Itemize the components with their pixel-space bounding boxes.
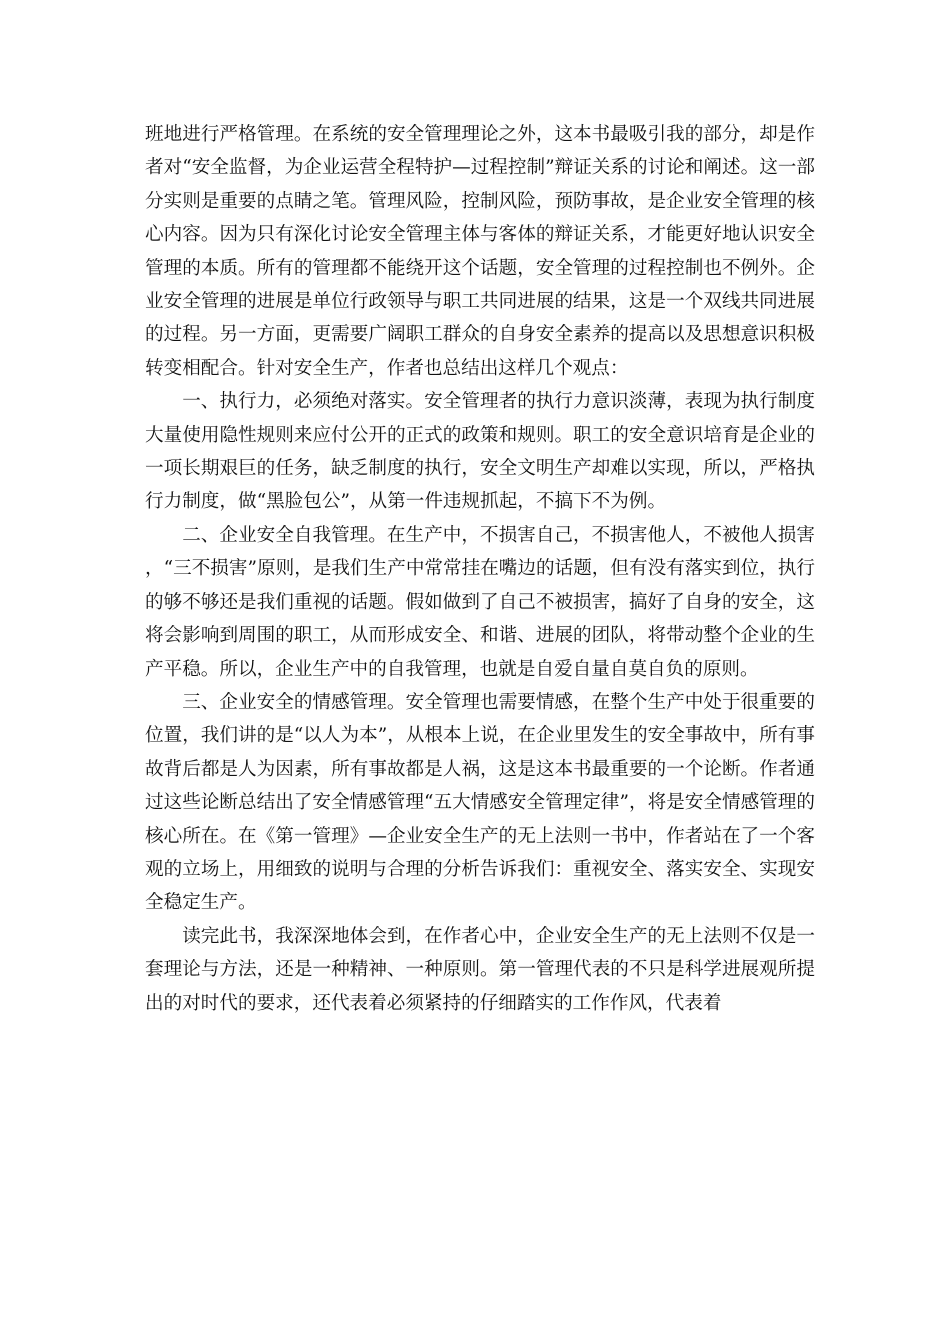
paragraph-execution: 一、执行力，必须绝对落实。安全管理者的执行力意识淡薄，表现为执行制度大量使用隐性规则来应付公开的正式的政策和规则。职工的安全意识培育是企业的一项长期艰巨的任务，缺乏制度的执行，安全文明生产却难以实现，所以，严格执行力制度，做“黑脸包公”，从第一件违规抓起，不搞下不为例。 — [145, 391, 815, 513]
paragraph-continuation: 班地进行严格管理。在系统的安全管理理论之外，这本书最吸引我的部分，却是作者对“安全监督，为企业运营全程特护—过程控制”辩证关系的讨论和阐述。这一部分实则是重要的点睛之笔。管理风险，控制风险，预防事故，是企业安全管理的核心内容。因为只有深化讨论安全管理主体与客体的辩证关系，才能更好地认识安全管理的本质。所有的管理都不能绕开这个话题，安全管理的过程控制也不例外。企业安全管理的进展是单位行政领导与职工共同进展的结果，这是一个双线共同进展的过程。另一方面，更需要广阔职工群众的自身安全素养的提高以及思想意识积极转变相配合。针对安全生产，作者也总结出这样几个观点： — [145, 124, 815, 379]
paragraph-self-management: 二、企业安全自我管理。在生产中，不损害自己，不损害他人，不被他人损害，“三不损害”原则，是我们生产中常常挂在嘴边的话题，但有没有落实到位，执行的够不够还是我们重视的话题。假如做到了自己不被损害，搞好了自身的安全，这将会影响到周围的职工，从而形成安全、和谐、进展的团队，将带动整个企业的生产平稳。所以，企业生产中的自我管理，也就是自爱自量自莫自负的原则。 — [145, 524, 815, 680]
paragraph-emotional-management: 三、企业安全的情感管理。安全管理也需要情感，在整个生产中处于很重要的位置，我们讲的是“以人为本”，从根本上说，在企业里发生的安全事故中，所有事故背后都是人为因素，所有事故都是人祸，这是这本书最重要的一个论断。作者通过这些论断总结出了安全情感管理“五大情感安全管理定律”，将是安全情感管理的核心所在。在《第一管理》—企业安全生产的无上法则一书中，作者站在了一个客观的立场上，用细致的说明与合理的分析告诉我们：重视安全、落实安全、实现安全稳定生产。 — [145, 691, 815, 914]
body-text — [145, 118, 815, 1020]
paragraph-conclusion: 读完此书，我深深地体会到，在作者心中，企业安全生产的无上法则不仅是一套理论与方法，还是一种精神、一种原则。第一管理代表的不只是科学进展观所提出的对时代的要求，还代表着必须紧持的仔细踏实的工作作风，代表着 — [145, 925, 815, 1014]
